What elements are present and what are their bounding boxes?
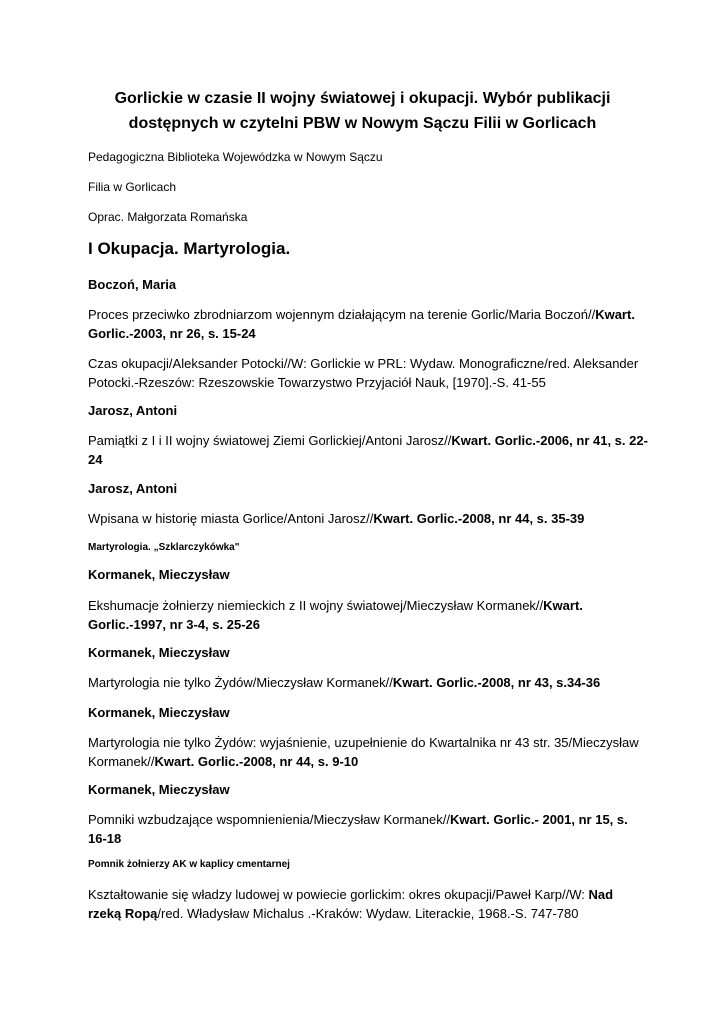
citation-text: Pomniki wzbudzające wspomnienienia/Mieczysław Kormanek// xyxy=(88,812,450,827)
entry-author: Kormanek, Mieczysław xyxy=(88,705,230,720)
citation-text: Martyrologia nie tylko Żydów/Mieczysław Kormanek// xyxy=(88,675,393,690)
citation-text: Pamiątki z I i II wojny światowej Ziemi Gorlickiej/Antoni Jarosz// xyxy=(88,433,452,448)
entry-author: Jarosz, Antoni xyxy=(88,403,178,418)
document-title: Gorlickie w czasie II wojny światowej i okupacji. Wybór publikacji dostępnych w czytelni PBW w Nowym Sączu Filii w Gorlicach xyxy=(114,90,611,132)
citation-source: Kwart. Gorlic.-2008, nr 44, s. 35-39 xyxy=(373,511,585,526)
entry-citation xyxy=(88,431,648,469)
entry-citation xyxy=(88,885,648,923)
section-heading: I Okupacja. Martyrologia. xyxy=(88,239,291,258)
citation-text: Wpisana w historię miasta Gorlice/Antoni Jarosz// xyxy=(88,511,374,526)
entry-citation: Czas okupacji/Aleksander Potocki//W: Gorlickie w PRL: Wydaw. Monograficzne/red. Aleksander Potocki.-Rzeszów: Rzeszowskie Towarzystwo Przyjaciół Nauk, [1970].-S. 41-55 xyxy=(88,356,639,390)
subsection-heading: Martyrologia. „Szklarczykówka" xyxy=(88,542,240,553)
entry-citation xyxy=(88,509,648,528)
citation-text: Proces przeciwko zbrodniarzom wojennym działającym na terenie Gorlic/Maria Boczoń// xyxy=(88,307,596,322)
citation-source: Kwart. Gorlic.-2003, nr 26, s. 15-24 xyxy=(88,307,635,341)
branch-name: Filia w Gorlicach xyxy=(88,180,177,194)
citation-source: Kwart. Gorlic.- 2001, nr 15, s. 16-18 xyxy=(88,812,628,846)
entry-citation xyxy=(88,810,648,848)
citation-text: Ekshumacje żołnierzy niemieckich z II wojny światowej/Mieczysław Kormanek// xyxy=(88,598,544,613)
entry-author: Kormanek, Mieczysław xyxy=(88,782,230,797)
citation-text: Martyrologia nie tylko Żydów: wyjaśnienie, uzupełnienie do Kwartalnika nr 43 str. 35/Mieczysław Kormanek// xyxy=(88,735,639,769)
entry-author: Boczoń, Maria xyxy=(88,277,177,292)
entry-citation xyxy=(88,596,648,634)
entry-citation xyxy=(88,673,648,692)
citation-source: Kwart. Gorlic.-2008, nr 43, s.34-36 xyxy=(392,675,601,690)
citation-source: Kwart. Gorlic.-1997, nr 3-4, s. 25-26 xyxy=(88,598,583,632)
citation-source: Kwart. Gorlic.-2008, nr 44, s. 9-10 xyxy=(154,754,359,769)
citation-source: Nad rzeką Ropą xyxy=(88,887,614,921)
entry-author: Kormanek, Mieczysław xyxy=(88,645,230,660)
entry-citation xyxy=(88,733,648,771)
entry-author: Jarosz, Antoni xyxy=(88,481,178,496)
library-name: Pedagogiczna Biblioteka Wojewódzka w Nowym Sączu xyxy=(88,150,383,164)
compiler-line: Oprac. Małgorzata Romańska xyxy=(88,210,248,224)
subsection-heading: Pomnik żołnierzy AK w kaplicy cmentarnej xyxy=(88,859,290,870)
citation-text: Kształtowanie się władzy ludowej w powiecie gorlickim: okres okupacji/Paweł Karp//W: xyxy=(88,887,589,902)
citation-rest: /red. Władysław Michalus .-Kraków: Wydaw. Literackie, 1968.-S. 747-780 xyxy=(157,906,579,921)
entry-citation xyxy=(88,305,648,343)
entry-author: Kormanek, Mieczysław xyxy=(88,567,230,582)
citation-source: Kwart. Gorlic.-2006, nr 41, s. 22-24 xyxy=(88,433,648,467)
